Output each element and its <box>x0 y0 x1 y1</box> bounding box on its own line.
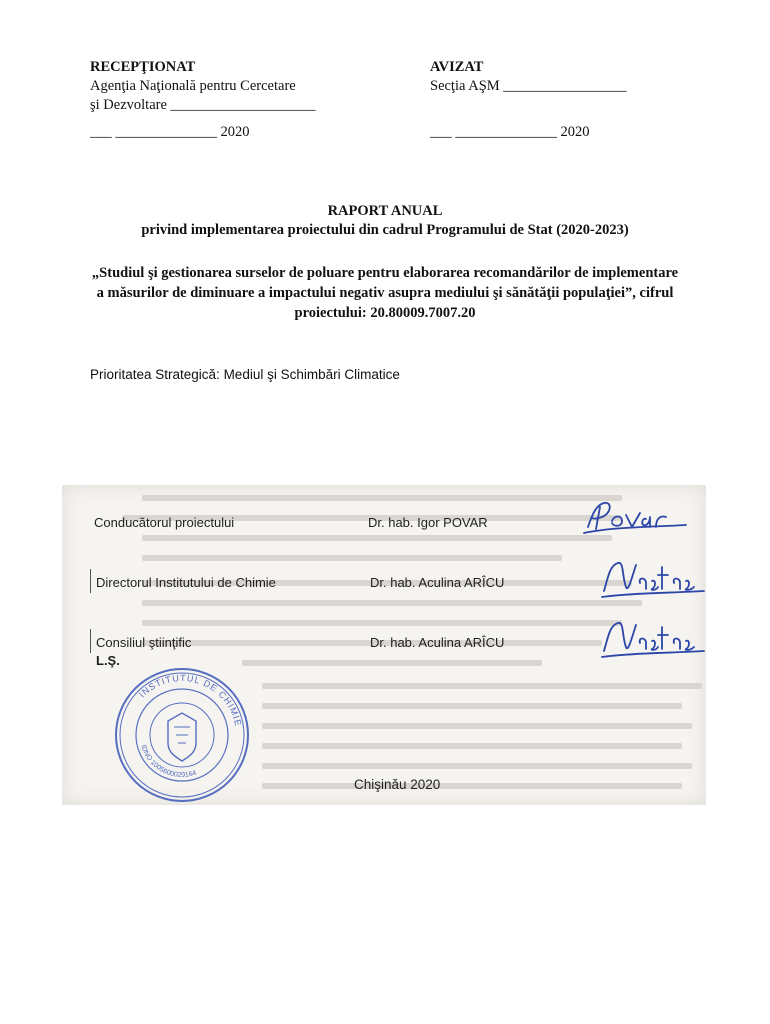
approved-date: ___ ______________ 2020 <box>430 124 590 140</box>
stamp-ring-text: INSTITUTUL DE CHIMIE <box>136 672 244 728</box>
signer-role-2: Directorul Institutului de Chimie <box>96 575 276 590</box>
report-subtitle: privind implementarea proiectului din cadrul Programului de Stat (2020-2023) <box>141 222 629 238</box>
svg-text:INSTITUTUL DE CHIMIE <box>137 673 243 728</box>
received-line2: şi Dezvoltare ____________________ <box>90 97 316 113</box>
received-block <box>90 58 380 142</box>
signer-name-2: Dr. hab. Aculina ARÎCU <box>370 575 505 590</box>
approved-line1: Secţia AŞM _________________ <box>430 78 627 94</box>
place-year: Chişinău 2020 <box>354 777 441 792</box>
received-date: ___ ______________ 2020 <box>90 124 250 140</box>
received-heading: RECEPŢIONAT <box>90 59 196 75</box>
project-title-block <box>70 263 700 323</box>
strategic-priority: Prioritatea Strategică: Mediul şi Schimbări Climatice <box>90 367 400 382</box>
signature-nastas-icon-2 <box>600 617 706 661</box>
report-title-block <box>60 202 710 240</box>
approved-heading: AVIZAT <box>430 59 484 75</box>
approved-block <box>430 58 690 142</box>
official-stamp-icon <box>112 665 252 805</box>
signer-role-3: Consiliul ştiinţific <box>96 635 192 650</box>
stamp-code: IDNO 1005600029164 <box>139 744 198 780</box>
received-line1: Agenţia Naţională pentru Cercetare <box>90 78 296 94</box>
project-title-line2: a măsurilor de diminuare a impactului negativ asupra mediului şi sănătăţii populaţiei”, cifrul <box>96 285 674 301</box>
signature-nastas-icon <box>600 557 706 601</box>
signature-povar-icon <box>582 497 692 539</box>
signer-name-3: Dr. hab. Aculina ARÎCU <box>370 635 505 650</box>
scanned-signature-area <box>62 485 706 805</box>
svg-text:IDNO 1005600029164 <box>139 744 197 779</box>
project-title-line3: proiectului: 20.80009.7007.20 <box>294 305 476 321</box>
signer-role-1: Conducătorul proiectului <box>94 515 235 530</box>
report-title: RAPORT ANUAL <box>327 203 443 219</box>
seal-label: L.Ş. <box>96 653 120 668</box>
project-title-line1: „Studiul şi gestionarea surselor de poluare pentru elaborarea recomandărilor de implementare <box>91 265 679 281</box>
signer-name-1: Dr. hab. Igor POVAR <box>368 515 488 530</box>
